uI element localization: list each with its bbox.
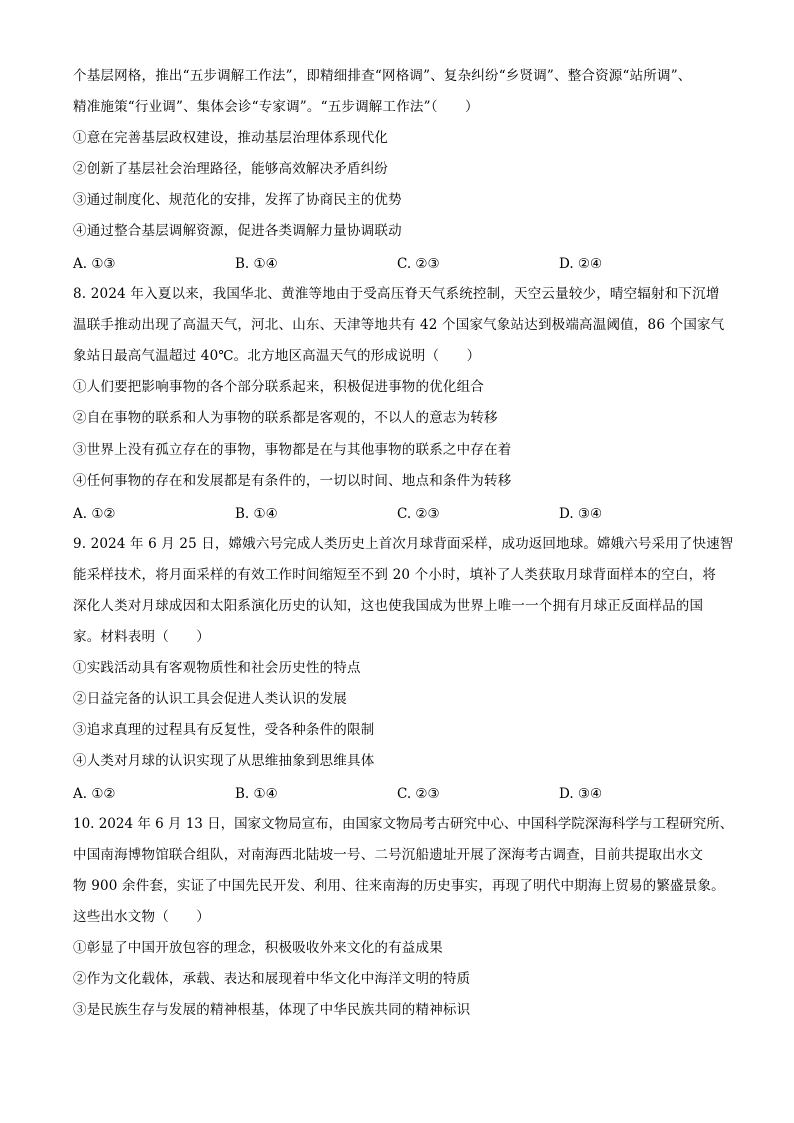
q8-item-3: ③世界上没有孤立存在的事物，事物都是在与其他事物的联系之中存在着 bbox=[73, 442, 512, 458]
q7-item-1: ①意在完善基层政权建设，推动基层治理体系现代化 bbox=[73, 130, 389, 146]
q9-item-2: ②日益完备的认识工具会促进人类认识的发展 bbox=[73, 691, 347, 707]
q9-option-b[interactable]: B. ①④ bbox=[235, 786, 278, 802]
q10-item-1: ①彰显了中国开放包容的理念，积极吸收外来文化的有益成果 bbox=[73, 940, 443, 956]
q10-stem-line-4: 这些出水文物（ ） bbox=[73, 909, 210, 925]
q9-item-1: ①实践活动具有客观物质性和社会历史性的特点 bbox=[73, 660, 361, 676]
q10-item-3: ③是民族生存与发展的精神根基，体现了中华民族共同的精神标识 bbox=[73, 1002, 471, 1018]
q8-option-a[interactable]: A. ①② bbox=[73, 506, 116, 522]
q8-options bbox=[73, 504, 733, 524]
q7-item-4: ④通过整合基层调解资源，促进各类调解力量协调联动 bbox=[73, 223, 402, 239]
q8-stem-line-3: 象站日最高气温超过 40℃。北方地区高温天气的形成说明（ ） bbox=[73, 348, 481, 364]
q9-stem-line-4: 家。材料表明（ ） bbox=[73, 629, 210, 645]
q9-item-3: ③追求真理的过程具有反复性，受各种条件的限制 bbox=[73, 722, 375, 738]
q7-item-3: ③通过制度化、规范化的安排，发挥了协商民主的优势 bbox=[73, 192, 402, 208]
q8-option-b[interactable]: B. ①④ bbox=[235, 506, 278, 522]
q8-item-2: ②自在事物的联系和人为事物的联系都是客观的，不以人的意志为转移 bbox=[73, 410, 498, 426]
q9-option-a[interactable]: A. ①② bbox=[73, 786, 116, 802]
q9-options bbox=[73, 784, 733, 804]
q9-stem-line-3: 深化人类对月球成因和太阳系演化历史的认知，这也使我国成为世界上唯一一个拥有月球正反面样品的国 bbox=[73, 598, 704, 614]
q7-option-c[interactable]: C. ②③ bbox=[397, 256, 440, 272]
q10-stem-line-2: 中国南海博物馆联合组队，对南海西北陆坡一号、二号沉船遗址开展了深海考古调查，目前共提取出水文 bbox=[73, 847, 704, 863]
q7-option-a[interactable]: A. ①③ bbox=[73, 256, 116, 272]
q8-item-1: ①人们要把影响事物的各个部分联系起来，积极促进事物的优化组合 bbox=[73, 379, 484, 395]
q9-option-c[interactable]: C. ②③ bbox=[397, 786, 440, 802]
q7-option-b[interactable]: B. ①④ bbox=[235, 256, 278, 272]
q7-stem-line-1: 个基层网格，推出“五步调解工作法”，即精细排查“网格调”、复杂纠纷“乡贤调”、整合资源“站所调”、 bbox=[73, 68, 692, 84]
q9-item-4: ④人类对月球的认识实现了从思维抽象到思维具体 bbox=[73, 753, 375, 769]
q10-item-2: ②作为文化载体，承载、表达和展现着中华文化中海洋文明的特质 bbox=[73, 971, 471, 987]
q7-option-d[interactable]: D. ②④ bbox=[559, 256, 603, 272]
q8-stem-line-2: 温联手推动出现了高温天气，河北、山东、天津等地共有 42 个国家气象站达到极端高温阈值，86 个国家气 bbox=[73, 317, 725, 333]
q9-stem-line-2: 能采样技术，将月面采样的有效工作时间缩短至不到 20 个小时，填补了人类获取月球背面样本的空白，将 bbox=[73, 567, 717, 583]
q8-option-c[interactable]: C. ②③ bbox=[397, 506, 440, 522]
q8-stem-line-1: 8. 2024 年入夏以来，我国华北、黄淮等地由于受高压脊天气系统控制，天空云量较少，晴空辐射和下沉增 bbox=[73, 286, 720, 302]
q8-option-d[interactable]: D. ③④ bbox=[559, 506, 603, 522]
q9-stem-line-1: 9. 2024 年 6 月 25 日，嫦娥六号完成人类历史上首次月球背面采样，成功返回地球。嫦娥六号采用了快速智 bbox=[73, 536, 734, 552]
q7-item-2: ②创新了基层社会治理路径，能够高效解决矛盾纠纷 bbox=[73, 161, 389, 177]
q8-item-4: ④任何事物的存在和发展都是有条件的，一切以时间、地点和条件为转移 bbox=[73, 473, 512, 489]
q7-stem-line-2: 精准施策“行业调”、集体会诊“专家调”。“五步调解工作法”（ ） bbox=[73, 99, 479, 115]
q10-stem-line-1: 10. 2024 年 6 月 13 日，国家文物局宣布，由国家文物局考古研究中心、中国科学院深海科学与工程研究所、 bbox=[73, 816, 734, 832]
q7-options bbox=[73, 254, 733, 274]
q10-stem-line-3: 物 900 余件套，实证了中国先民开发、利用、往来南海的历史事实，再现了明代中期海上贸易的繁盛景象。 bbox=[73, 878, 725, 894]
q9-option-d[interactable]: D. ③④ bbox=[559, 786, 603, 802]
